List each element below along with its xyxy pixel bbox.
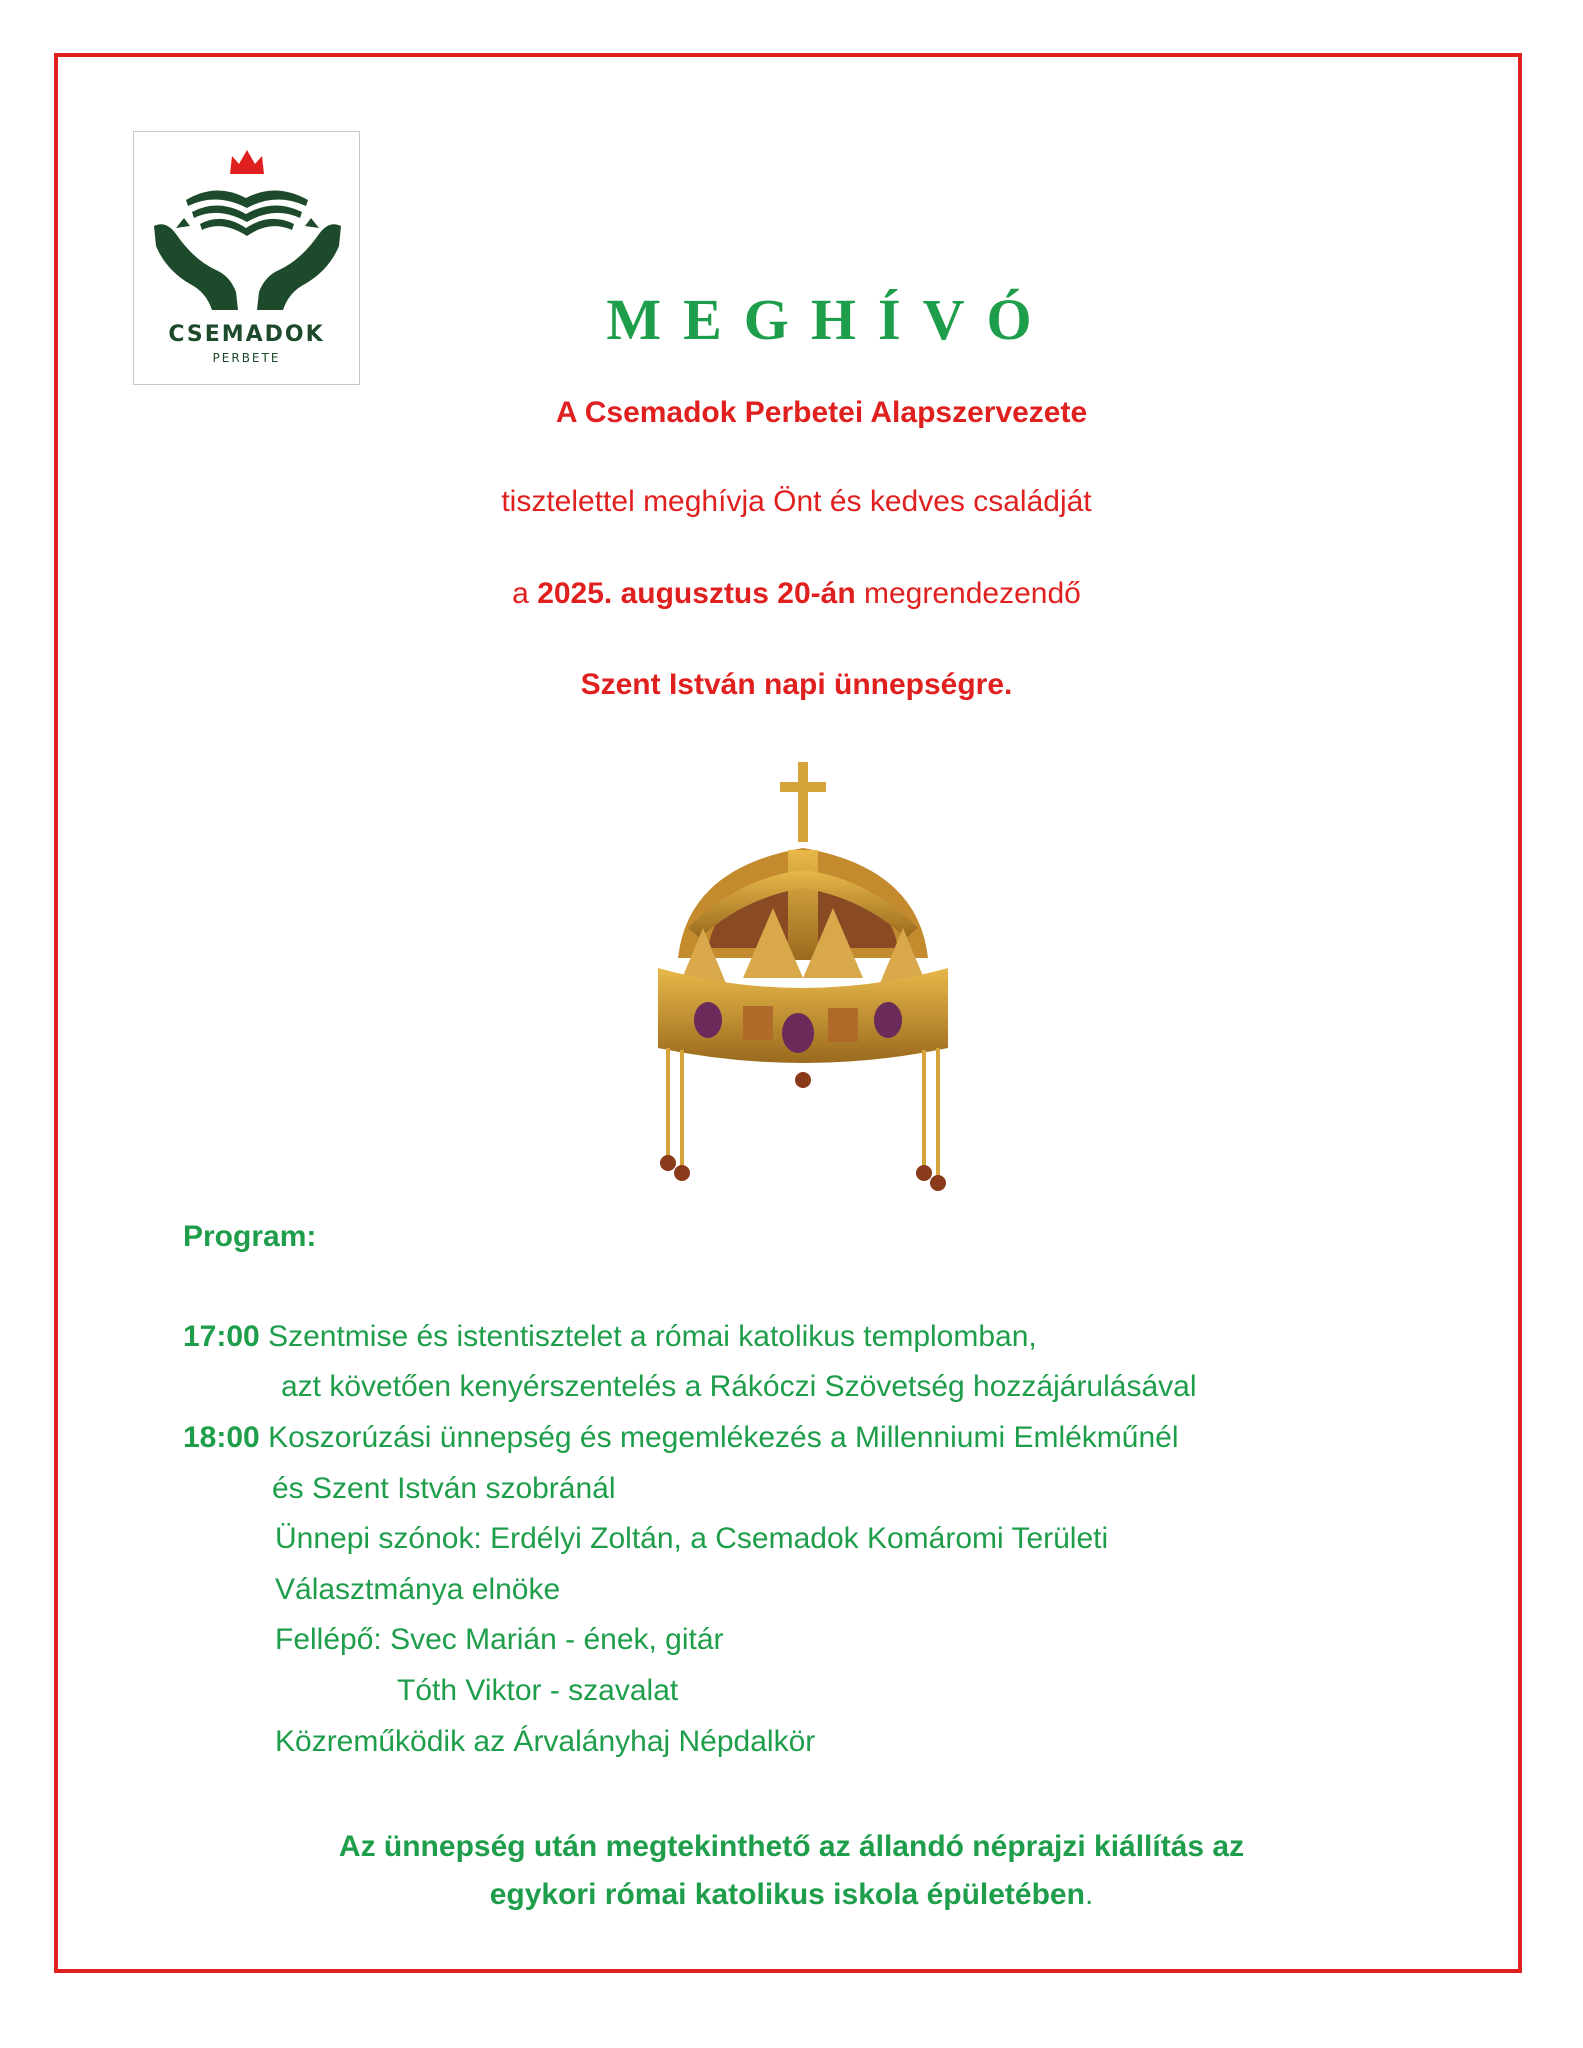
program-time: 17:00 xyxy=(183,1320,260,1353)
date-suffix: megrendezendő xyxy=(855,577,1081,610)
date-prefix: a xyxy=(512,577,538,610)
footer-line-2 xyxy=(0,1878,1583,1912)
invite-text: tisztelettel meghívja Önt és kedves családját xyxy=(501,485,1092,518)
organizer: A Csemadok Perbetei Alapszervezete xyxy=(555,396,1088,429)
logo-subname: PERBETE xyxy=(212,351,281,365)
program-item: és Szent István szobránál xyxy=(272,1472,616,1505)
program-text: Szentmise és istentisztelet a római katolikus templomban, xyxy=(259,1320,1037,1353)
program-text: Koszorúzási ünnepség és megemlékezés a Millenniumi Emlékműnél xyxy=(259,1421,1179,1454)
date-line xyxy=(5,577,1583,611)
footer-period: . xyxy=(1084,1878,1094,1911)
program-item: Ünnepi szónok: Erdélyi Zoltán, a Csemadok Komáromi Területi xyxy=(275,1522,1109,1555)
logo-name: CSEMADOK xyxy=(168,322,325,347)
holy-crown-icon xyxy=(648,758,958,1198)
program-item xyxy=(183,1320,1037,1354)
program-item: azt követően kenyérszentelés a Rákóczi Szövetség hozzájárulásával xyxy=(281,1370,1197,1403)
program-item: Tóth Viktor - szavalat xyxy=(397,1674,679,1707)
program-item xyxy=(183,1421,1179,1455)
program-label: Program: xyxy=(183,1220,317,1253)
footer-line-1: Az ünnepség után megtekinthető az állandó néprajzi kiállítás az xyxy=(338,1830,1245,1863)
program-item: Választmánya elnöke xyxy=(275,1573,561,1606)
program-time: 18:00 xyxy=(183,1421,260,1454)
event-name: Szent István napi ünnepségre. xyxy=(580,668,1013,701)
page-title: MEGHÍVÓ xyxy=(606,287,1054,352)
event-date: 2025. augusztus 20-án xyxy=(537,577,856,610)
program-item: Fellépő: Svec Marián - ének, gitár xyxy=(275,1623,724,1656)
footer-text: egykori római katolikus iskola épületében xyxy=(489,1878,1085,1911)
program-item: Közreműködik az Árvalányhaj Népdalkör xyxy=(275,1725,816,1758)
